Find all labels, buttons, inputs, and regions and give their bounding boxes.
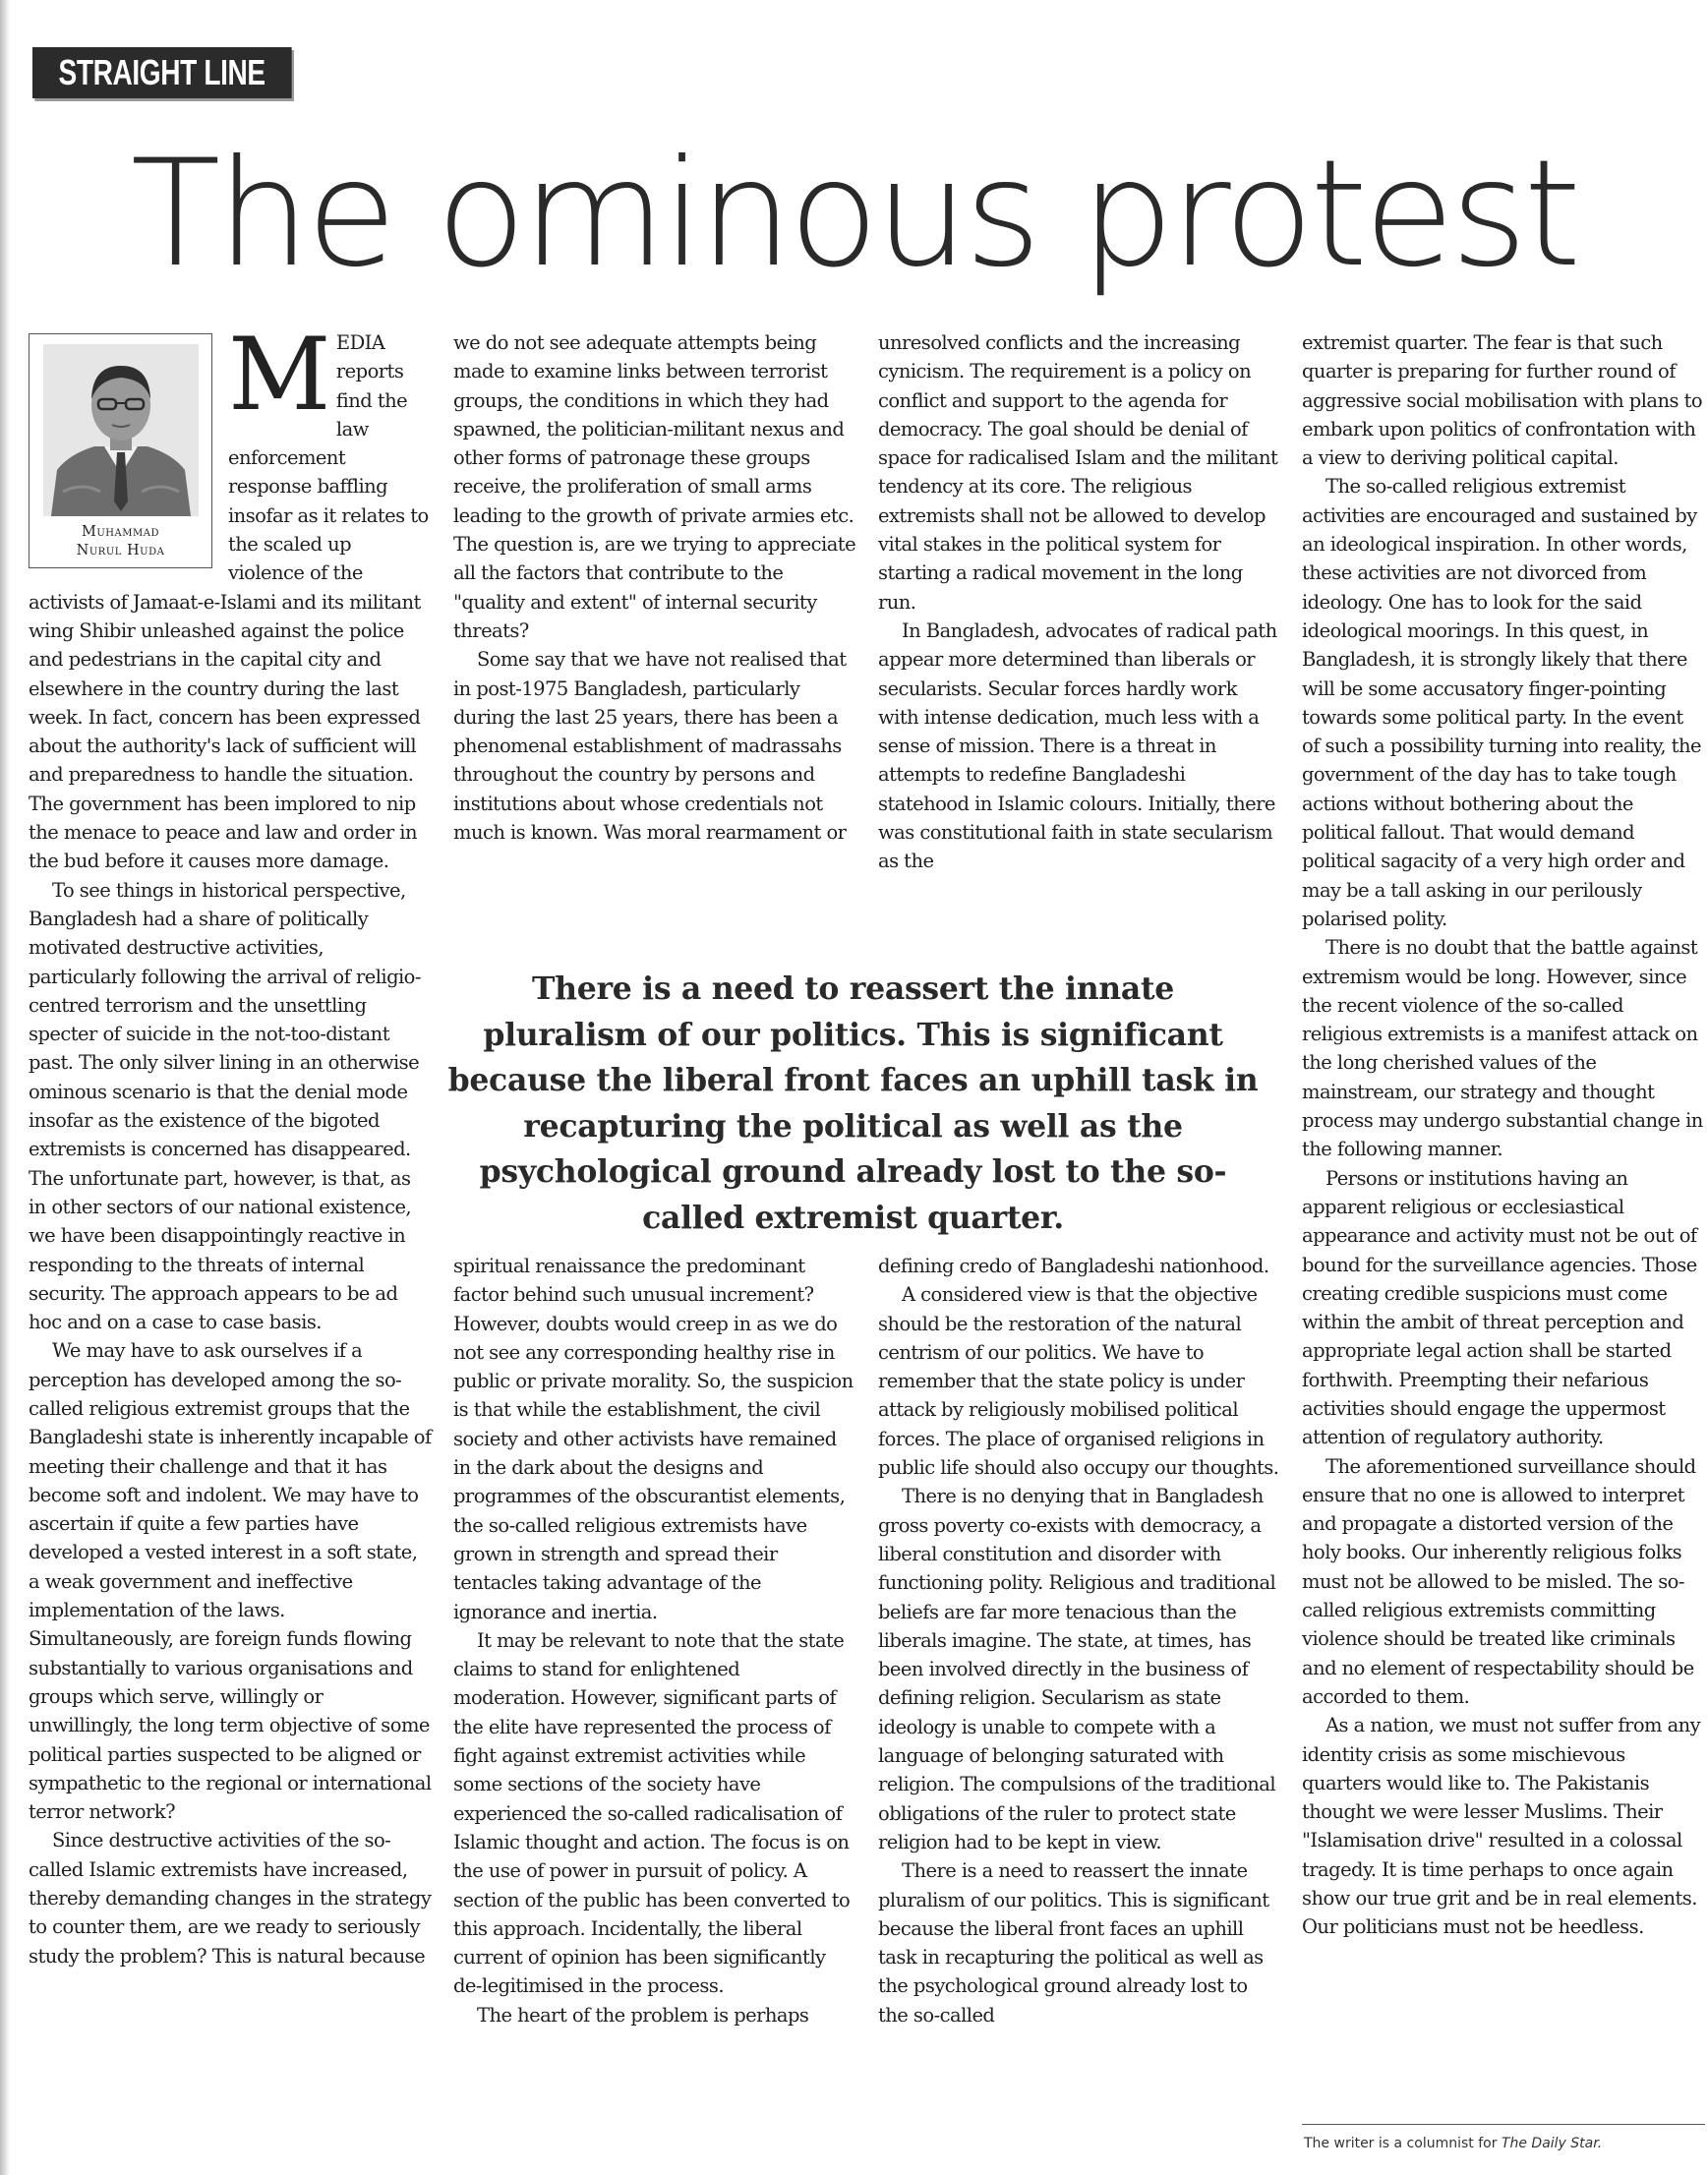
paragraph: extremist quarter. The fear is that such quarter is preparing for further round of aggressive social mobilisation with plans to embark upon politics of confrontation with a view to deriving political capital.	[1302, 331, 1703, 470]
paragraph: we do not see adequate attempts being made to examine links between terrorist groups, the conditions in which they had spawned, the politician-militant nexus and other forms of patronage these groups receive, the proliferation of small arms leading to the growth of private armies etc. The question is, are we trying to appreciate all the factors that contribute to the "quality and extent" of internal security threats?	[453, 331, 856, 642]
headline: The ominous protest	[130, 129, 1578, 300]
column-kicker-label: STRAIGHT LINE	[32, 47, 291, 98]
author-last-name: Nurul Huda	[76, 543, 165, 558]
pull-quote: There is a need to reassert the innate pluralism of our politics. This is significant because the liberal front faces an uphill task in recapturing the political as well as the psychological ground already lost to the so-called extremist quarter.	[447, 970, 1259, 1236]
paragraph: The aforementioned surveillance should ensure that no one is allowed to interpret and propagate a distorted version of the holy books. Our inherently religious folks must not be allowed to be misled. The so-called religious extremists committing violence should be treated like criminals and no element of respectability should be accorded to them.	[1302, 1454, 1696, 1708]
article-column-3-bottom	[878, 1252, 1281, 2029]
paragraph: spiritual renaissance the predominant factor behind such unusual increment? However, doubts would creep in as we do not see any corresponding healthy rise in public or private morality. So, the suspicion is that while the establishment, the civil society and other activists have remained in the dark about the designs and programmes of the obscurantist elements, the so-called religious extremists have grown in strength and spread their tentacles taking advantage of the ignorance and inertia.	[453, 1255, 854, 1623]
author-photo	[43, 344, 199, 516]
paragraph: As a nation, we must not suffer from any identity crisis as some mischievous quarters would like to. The Pakistanis thought we were lesser Muslims. Their "Islamisation drive" resulted in a colossal tragedy. It is time perhaps to once again show our true grit and be in real elements. Our politicians must not be heedless.	[1302, 1714, 1701, 1939]
paragraph: A considered view is that the objective should be the restoration of the natural centrism of our politics. We have to remember that the state policy is under attack by religiously mobilised political forces. The place of organised religions in public life should also occupy our thoughts.	[878, 1283, 1279, 1480]
paragraph: It may be relevant to note that the state claims to stand for enlightened moderation. However, significant parts of the elite have represented the process of fight against extremist activities while some sections of the society have experienced the so-called radicalisation of Islamic thought and action. The focus is on the use of power in pursuit of policy. A section of the public has been converted to this approach. Incidentally, the liberal current of opinion has been significantly de-legitimised in the process.	[453, 1628, 851, 1998]
article-column-1	[29, 317, 432, 1970]
article-column-2-bottom	[453, 1252, 856, 2029]
paragraph: defining credo of Bangladeshi nationhood.	[878, 1255, 1269, 1277]
footnote-divider	[1302, 2124, 1705, 2125]
article-column-2-top	[453, 328, 856, 847]
paragraph: EDIA reports find the law enforcement response baffling insofar as it relates to the scaled up violence of the activists of Jamaat-e-Islami and its militant wing Shibir unleashed against the police and pedestrians in the capital city and elsewhere in the country during the last week. In fact, concern has been expressed about the authority's lack of sufficient will and preparedness to handle the situation. The government has been implored to nip the menace to peace and law and order in the bud before it causes more damage.	[29, 331, 429, 873]
paragraph: The so-called religious extremist activities are encouraged and sustained by an ideological inspiration. In other words, these activities are not divorced from ideology. One has to look for the said ideological moorings. In this quest, in Bangladesh, it is strongly likely that there will be some accusatory finger-pointing towards some political party. In the event of such a possibility turning into reality, the government of the day has to take tough actions without bothering about the political fallout. That would demand political sagacity of a very high order and may be a tall asking in our perilously polarised polity.	[1302, 475, 1701, 930]
paragraph: unresolved conflicts and the increasing cynicism. The requirement is a policy on conflict and support to the agenda for democracy. The goal should be denial of space for radicalised Islam and the militant tendency at its core. The religious extremists shall not be allowed to develop vital stakes in the political system for starting a radical movement in the long run.	[878, 331, 1278, 614]
article-column-3-top	[878, 328, 1281, 876]
paragraph: To see things in historical perspective, Bangladesh had a share of politically motivated destructive activities, particularly following the arrival of religio-centred terrorism and the unsettling specter of suicide in the not-too-distant past. The only silver lining in an otherwise ominous scenario is that the denial mode insofar as the existence of the bigoted extremists is concerned has disappeared. The unfortunate part, however, is that, as in other sectors of our national existence, we have been disappointingly reactive in responding to the threats of internal security. The approach appears to be ad hoc and on a case to case basis.	[29, 878, 421, 1334]
paragraph: Since destructive activities of the so-called Islamic extremists have increased, thereby demanding changes in the strategy to counter them, are we ready to seriously study the problem? This is natural because	[29, 1829, 432, 1968]
writer-note-text: The writer is a columnist for	[1304, 2136, 1502, 2151]
paragraph: Some say that we have not realised that in post-1975 Bangladesh, particularly during the last 25 years, there has been a phenomenal establishment of madrassahs throughout the country by persons and institutions about whose credentials not much is known. Was moral rearmament or	[453, 648, 847, 845]
page-edge-shadow	[0, 0, 10, 2175]
paragraph: There is no doubt that the battle against extremism would be long. However, since the recent violence of the so-called religious extremists is a manifest attack on the long cherished values of the mainstream, our strategy and thought process may undergo substantial change in the following manner.	[1302, 936, 1703, 1161]
paragraph: We may have to ask ourselves if a perception has developed among the so-called religious extremist groups that the Bangladeshi state is inherently incapable of meeting their challenge and that it has become soft and indolent. We may have to ascertain if quite a few parties have developed a vested interest in a soft state, a weak government and ineffective implementation of the laws. Simultaneously, are foreign funds flowing substantially to various organisations and groups which serve, willingly or unwillingly, the long term objective of some political parties suspected to be aligned or sympathetic to the regional or international terror network?	[29, 1339, 432, 1824]
paragraph: There is no denying that in Bangladesh gross poverty co-exists with democracy, a liberal constitution and disorder with functioning polity. Religious and traditional beliefs are far more tenacious than the liberals imagine. The state, at times, has been involved directly in the business of defining religion. Secularism as state ideology is unable to compete with a language of belonging saturated with religion. The compulsions of the traditional obligations of the ruler to protect state religion had to be kept in view.	[878, 1485, 1276, 1853]
writer-note	[1304, 2134, 1707, 2153]
author-box	[29, 333, 212, 568]
paragraph: The heart of the problem is perhaps	[477, 2003, 809, 2027]
paragraph: In Bangladesh, advocates of radical path appear more determined than liberals or secularists. Secular forces hardly work with intense dedication, much less with a sense of mission. There is a threat in attempts to redefine Bangladeshi statehood in Islamic colours. Initially, there was constitutional faith in state secularism as the	[878, 618, 1277, 873]
publication-name: The Daily Star.	[1501, 2136, 1603, 2151]
paragraph: There is a need to reassert the innate pluralism of our politics. This is significant because the liberal front faces an uphill task in recapturing the political as well as the psychological ground already lost to the so-called	[878, 1859, 1269, 2027]
article-column-4	[1302, 328, 1705, 1942]
drop-cap: M	[228, 317, 330, 434]
paragraph: Persons or institutions having an apparent religious or ecclesiastical appearance and activity must not be out of bound for the surveillance agencies. Those creating credible suspicions must come within the ambit of threat perception and appropriate legal action shall be started forthwith. Preempting their nefarious activities should engage the uppermost attention of regulatory authority.	[1302, 1166, 1697, 1449]
author-first-name: Muhammad	[82, 524, 159, 540]
author-name	[29, 523, 211, 560]
